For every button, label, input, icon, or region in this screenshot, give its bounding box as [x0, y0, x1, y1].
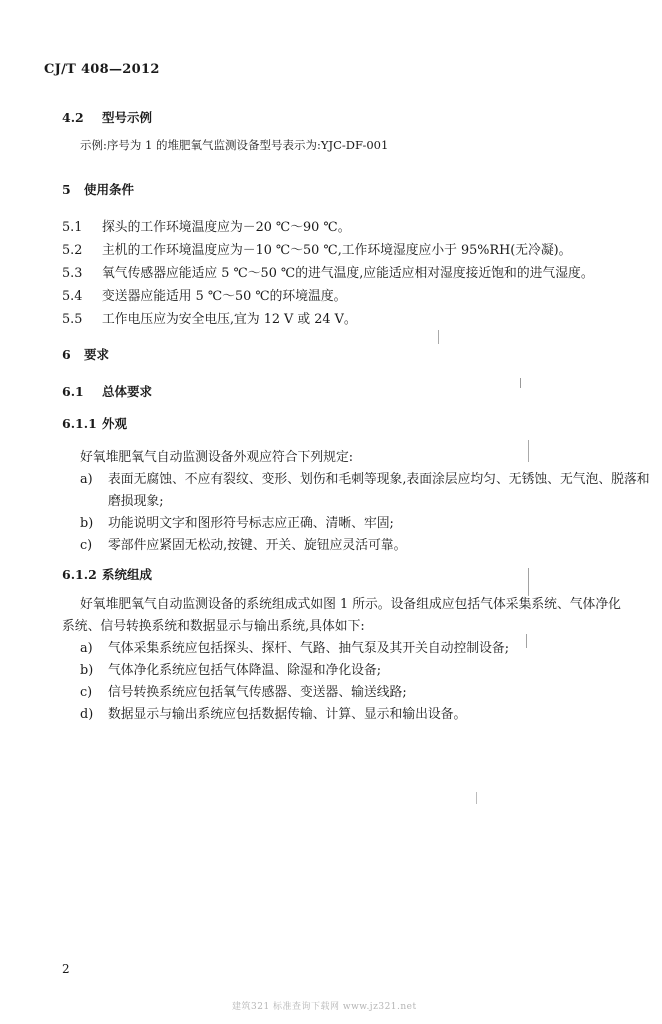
model-example-text: 示例:序号为 1 的堆肥氧气监测设备型号表示为:YJC-DF-001: [80, 138, 389, 152]
section-6-1-2-heading: [62, 565, 152, 583]
appearance-item-a: [80, 468, 650, 487]
section-title: 外观: [102, 416, 128, 431]
system-item-a: [80, 637, 509, 656]
scan-artifact-mark: [526, 634, 527, 648]
system-intro-line-2: 系统、信号转换系统和数据显示与输出系统,具体如下:: [62, 619, 365, 634]
list-text: 功能说明文字和图形符号标志应正确、清晰、牢固;: [108, 516, 394, 531]
list-text: 信号转换系统应包括氧气传感器、变送器、输送线路;: [108, 685, 407, 700]
clause-number: 5.5: [62, 312, 83, 327]
clause-number: 5.2: [62, 243, 83, 258]
clause-text: 探头的工作环境温度应为－20 ℃～90 ℃。: [102, 220, 351, 235]
section-6-1-1-heading: [62, 414, 127, 432]
list-label: c): [80, 538, 93, 553]
section-number: 4.2: [62, 110, 84, 125]
section-number: 5: [62, 182, 71, 197]
clause-text: 氧气传感器应能适应 5 ℃～50 ℃的进气温度,应能适应相对湿度接近饱和的进气湿度。: [102, 266, 594, 281]
section-title: 总体要求: [102, 384, 153, 399]
doc-code-header: CJ/T 408—2012: [44, 62, 160, 77]
scan-artifact-mark: [438, 330, 439, 344]
clause-5-2: [62, 239, 571, 258]
system-item-c: [80, 681, 407, 700]
section-number: 6.1.1: [62, 416, 97, 431]
list-text: 气体净化系统应包括气体降温、除湿和净化设备;: [108, 663, 382, 678]
clause-5-4: [62, 285, 346, 304]
system-item-d: [80, 703, 466, 722]
section-number: 6: [62, 347, 71, 362]
section-number: 6.1: [62, 384, 84, 399]
scan-artifact-mark: [528, 440, 529, 462]
section-6-1-heading: [62, 382, 152, 400]
list-label: c): [80, 685, 93, 700]
page-number: 2: [62, 962, 70, 976]
list-text: 气体采集系统应包括探头、探杆、气路、抽气泵及其开关自动控制设备;: [108, 641, 510, 656]
clause-number: 5.4: [62, 289, 83, 304]
list-label: d): [80, 707, 94, 722]
list-label: b): [80, 516, 94, 531]
list-label: b): [80, 663, 94, 678]
clause-number: 5.3: [62, 266, 83, 281]
clause-5-1: [62, 216, 351, 235]
list-text: 数据显示与输出系统应包括数据传输、计算、显示和输出设备。: [108, 707, 467, 722]
footer-watermark: 建筑321 标准查询下载网 www.jz321.net: [232, 1002, 417, 1012]
list-text: 零部件应紧固无松动,按键、开关、旋钮应灵活可靠。: [108, 538, 407, 553]
list-label: a): [80, 641, 93, 656]
section-6-heading: [62, 345, 109, 363]
clause-text: 主机的工作环境温度应为－10 ℃～50 ℃,工作环境湿度应小于 95%RH(无冷凝)。: [102, 243, 572, 258]
appearance-intro: 好氧堆肥氧气自动监测设备外观应符合下列规定:: [80, 450, 354, 465]
section-title: 型号示例: [102, 110, 153, 125]
system-item-b: [80, 659, 381, 678]
system-intro-line-1: 好氧堆肥氧气自动监测设备的系统组成式如图 1 所示。设备组成应包括气体采集系统、气体净化: [80, 597, 621, 612]
clause-5-3: [62, 262, 594, 281]
clause-text: 工作电压应为安全电压,宜为 12 V 或 24 V。: [102, 312, 357, 327]
section-title: 要求: [84, 347, 110, 362]
clause-number: 5.1: [62, 220, 83, 235]
scan-artifact-mark: [528, 568, 529, 596]
section-title: 使用条件: [84, 182, 135, 197]
section-4-2-heading: [62, 108, 152, 126]
list-text: 表面无腐蚀、不应有裂纹、变形、划伤和毛刺等现象,表面涂层应均匀、无锈蚀、无气泡、脱落和: [108, 472, 650, 487]
appearance-item-c: [80, 534, 406, 553]
clause-text: 变送器应能适用 5 ℃～50 ℃的环境温度。: [102, 289, 347, 304]
scan-artifact-mark: [476, 792, 477, 804]
scan-artifact-mark: [520, 378, 521, 388]
section-number: 6.1.2: [62, 567, 97, 582]
section-5-heading: [62, 180, 134, 198]
list-label: a): [80, 472, 93, 487]
clause-5-5: [62, 308, 357, 327]
section-title: 系统组成: [102, 567, 153, 582]
appearance-item-b: [80, 512, 394, 531]
appearance-item-a-continuation: 磨损现象;: [108, 494, 164, 509]
